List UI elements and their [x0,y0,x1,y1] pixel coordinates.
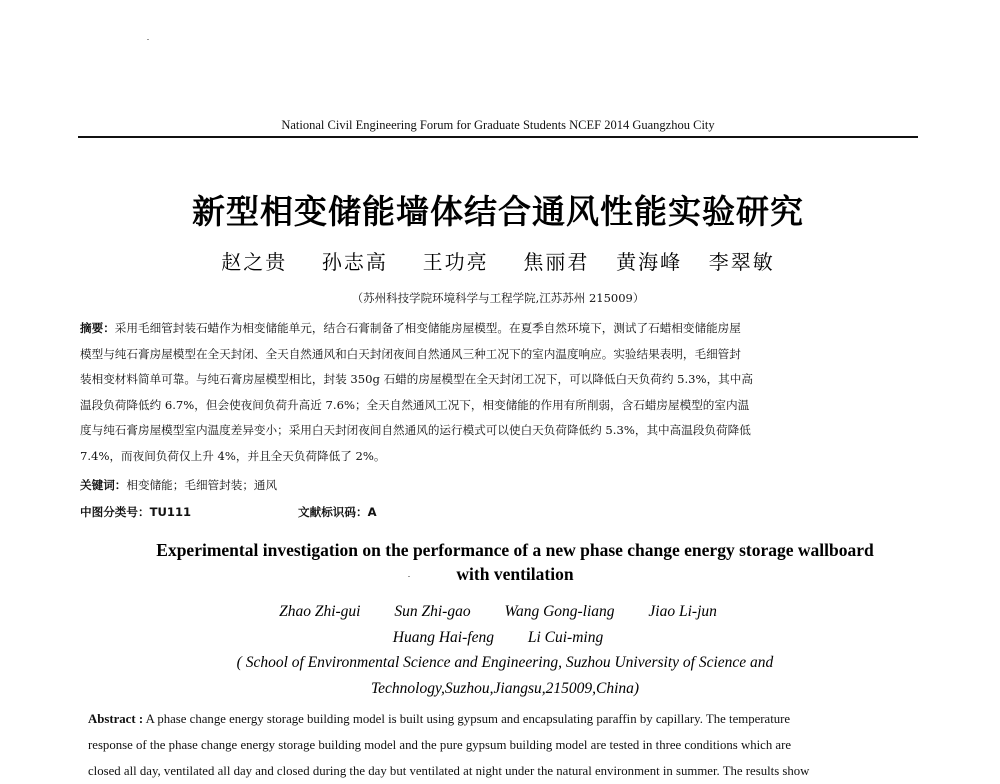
running-header: National Civil Engineering Forum for Graduate Students NCEF 2014 Guangzhou City [281,118,715,132]
author-en-3: Wang Gong-liang [504,603,615,620]
english-abstract-line: closed all day, ventilated all day and closed during the day but ventilated at night under the natural environment in summer. The results show [88,764,810,778]
english-title-line: with ventilation [456,564,574,584]
chinese-affiliation: （苏州科技学院环境科学与工程学院,江苏苏州 215009） [351,291,645,305]
author-en-6: Li Cui-ming [527,629,604,646]
doc-code-label: 文献标识码： [298,505,368,519]
author-cn-2: 孙志高 [321,250,388,274]
abstract-label: 摘要： [80,321,115,335]
document-code [298,504,377,520]
author-cn-6: 李翠敏 [708,250,775,274]
english-title [90,538,940,586]
author-cn-3: 王功亮 [422,250,489,274]
classification-line [80,504,916,520]
abstract-line: 度与纯石膏房屋模型室内温度差异变小；采用白天封闭夜间自然通风的运行模式可以使白天负荷降低约 5.3%，其中高温段负荷降低 [80,423,751,438]
english-title-line: Experimental investigation on the performance of a new phase change energy storage wallboard [156,540,874,560]
scan-speck [147,39,149,40]
abstract-line: 7.4%，而夜间负荷仅上升 4%，并且全天负荷降低了 2%。 [80,448,386,463]
chinese-keywords [80,477,916,493]
author-en-2: Sun Zhi-gao [394,603,471,620]
author-cn-4: 焦丽君 [523,250,590,274]
english-affiliation-line: ( School of Environmental Science and Engineering, Suzhou University of Science and [236,654,774,671]
english-affiliation-line: Technology,Suzhou,Jiangsu,215009,China) [370,680,640,697]
author-en-1: Zhao Zhi-gui [279,603,361,620]
chinese-authors [78,246,918,275]
abstract-line: 摘要：采用毛细管封装石蜡作为相变储能单元，结合石膏制备了相变储能房屋模型。在夏季自然环境下，测试了石蜡相变储能房屋 [80,321,741,335]
header-rule [78,136,918,138]
abstract-line: 模型与纯石膏房屋模型在全天封闭、全天自然通风和白天封闭夜间自然通风三种工况下的室内温度响应。实验结果表明，毛细管封 [80,346,741,361]
keywords-label: 关键词： [80,478,127,492]
english-abstract-line: Abstract : A phase change energy storage building model is built using gypsum and encapsulating paraffin by capillary. The temperature [88,712,791,726]
class-number-value: TU111 [149,505,192,519]
class-number-label: 中图分类号： [80,505,150,519]
doc-code-value: A [367,505,377,519]
keywords-value: 相变储能；毛细管封装；通风 [126,478,278,492]
author-cn-1: 赵之贵 [221,250,288,274]
author-cn-5: 黄海峰 [616,250,683,274]
author-en-4: Jiao Li-jun [648,603,717,620]
english-abstract-line: response of the phase change energy storage building model and the pure gypsum building model are tested in three conditions which are [88,738,792,752]
english-abstract [88,706,920,784]
abstract-line: 装相变材料简单可靠。与纯石膏房屋模型相比，封装 350g 石蜡的房屋模型在全天封闭工况下，可以降低白天负荷约 5.3%，其中高 [80,372,753,387]
author-en-5: Huang Hai-feng [392,629,494,646]
english-authors [78,599,918,651]
chinese-abstract [80,316,916,470]
chinese-title: 新型相变储能墙体结合通风性能实验研究 [192,192,804,231]
english-authors-line [78,599,918,625]
english-affiliation [160,650,850,702]
english-abstract-label: Abstract : [88,712,144,726]
scan-speck [408,576,410,577]
english-authors-line [78,625,918,651]
abstract-line: 温段负荷降低约 6.7%，但会使夜间负荷升高近 7.6%；全天自然通风工况下，相变储能的作用有所削弱，含石蜡房屋模型的室内温 [80,397,750,412]
